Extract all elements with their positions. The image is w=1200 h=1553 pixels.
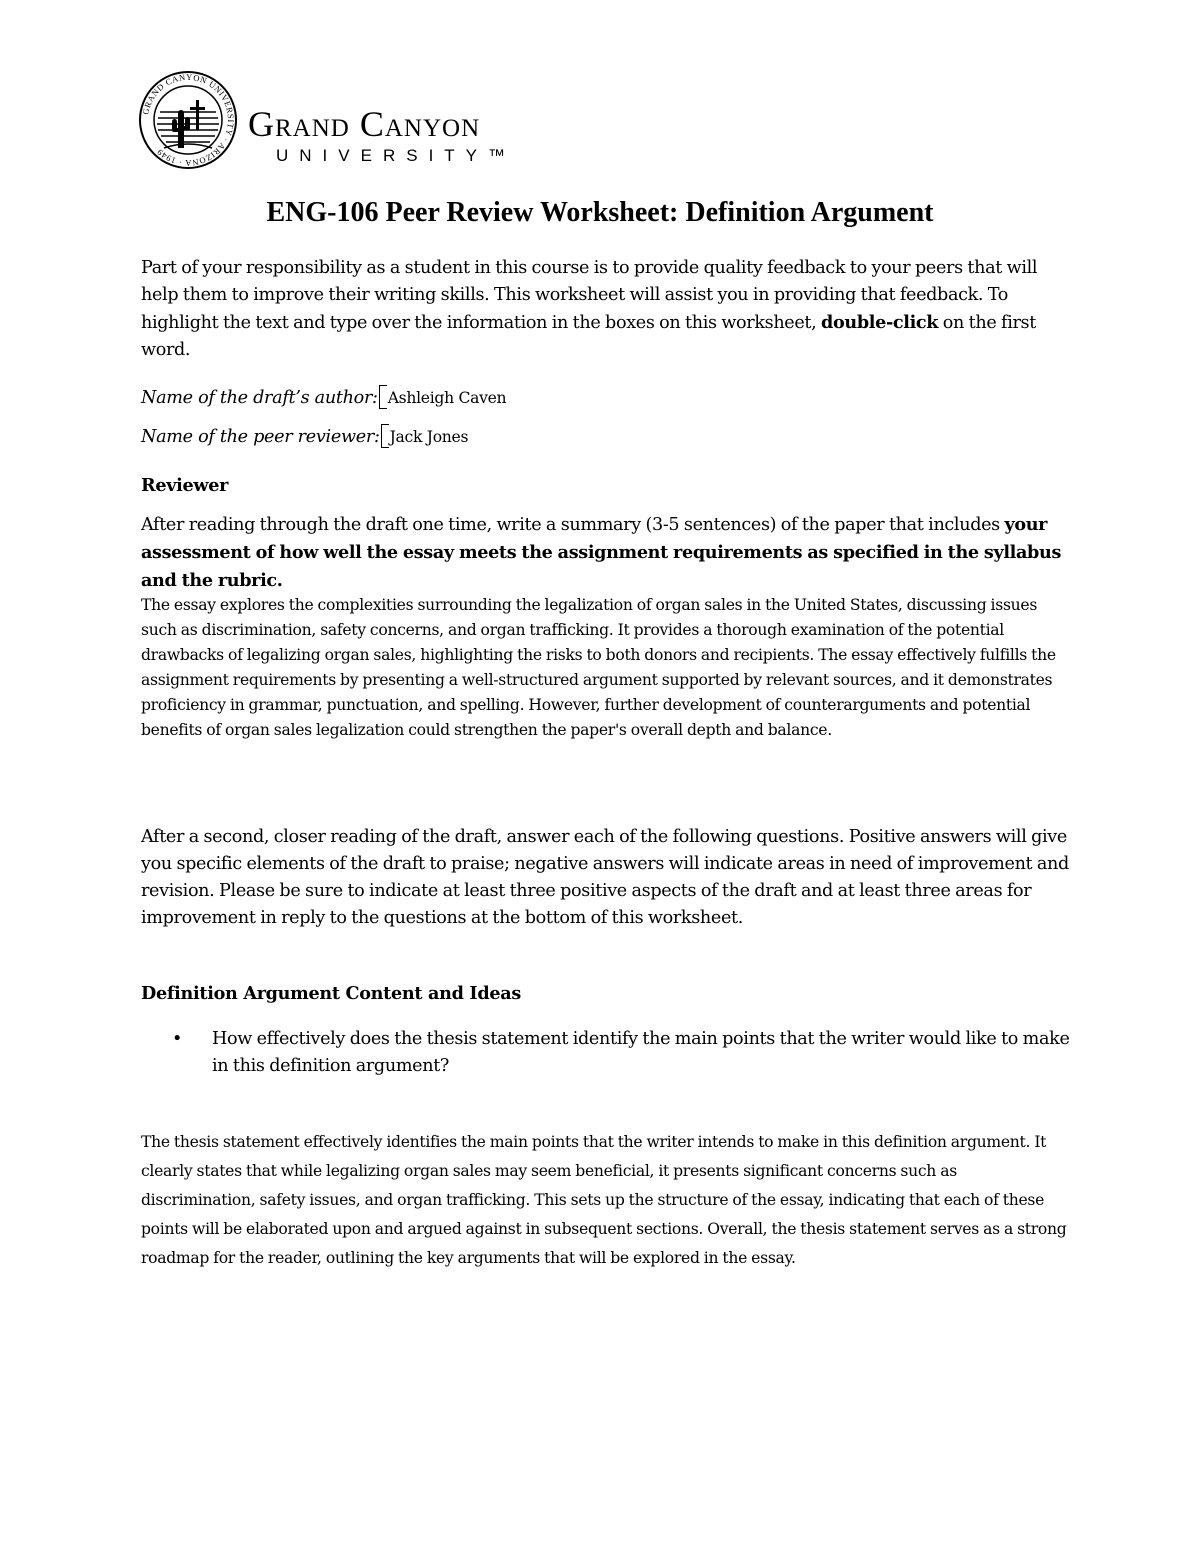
author-field-row: [141, 385, 506, 412]
reviewer-label: Name of the peer reviewer:: [141, 427, 380, 447]
content-ideas-heading: Definition Argument Content and Ideas: [141, 983, 521, 1004]
intro-text-end: on the first word.: [141, 313, 1036, 360]
thesis-question: How effectively does the thesis statement identify the main points that the writer would like to make in this definition argument?: [212, 1029, 1070, 1076]
thesis-answer[interactable]: The thesis statement effectively identifies the main points that the writer intends to make in this definition argument. It clearly states that while legalizing organ sales may seem beneficial, it presents significant concerns such as discrimination, safety issues, and organ trafficking. This sets up the structure of the essay, indicating that each of these points will be elaborated upon and argued against in subsequent sections. Overall, the thesis statement serves as a strong roadmap for the reader, outlining the key arguments that will be explored in the essay.: [141, 1133, 1067, 1267]
bullet-icon: •: [172, 1029, 183, 1049]
reviewer-input[interactable]: Jack Jones: [389, 428, 469, 446]
intro-paragraph: [141, 255, 1071, 364]
university-logo: [138, 70, 588, 170]
author-input[interactable]: Ashleigh Caven: [387, 389, 507, 407]
wordmark-main: Grand Canyon: [248, 104, 481, 144]
summary-prompt: [141, 511, 1071, 595]
author-label: Name of the draft’s author:: [141, 388, 378, 408]
reviewer-field-row: [141, 424, 468, 451]
intro-text: Part of your responsibility as a student in this course is to provide quality feedback to your peers that will help them to improve their writing skills. This worksheet will assist you in providing that feedback. To highlight the text and type over the information in the boxes on this worksheet,: [141, 258, 1038, 333]
reviewer-heading: Reviewer: [141, 475, 229, 496]
university-wordmark: [248, 104, 588, 170]
summary-prompt-text: After reading through the draft one time, write a summary (3-5 sentences) of the paper that includes: [141, 515, 1005, 535]
wordmark-sub: UNIVERSITY™: [276, 146, 517, 165]
page-title: ENG-106 Peer Review Worksheet: Definition Argument: [266, 197, 934, 228]
summary-prompt-bold: your assessment of how well the essay meets the assignment requirements as specified in the syllabus and the rubric.: [141, 514, 1061, 591]
author-field-bracket: [379, 385, 387, 409]
svg-text:GRAND CANYON UNIVERSITY · ARIZ: GRAND CANYON UNIVERSITY · ARIZONA · 1949: [140, 71, 237, 169]
second-reading-paragraph: After a second, closer reading of the draft, answer each of the following questions. Positive answers will give you specific elements of the draft to praise; negative answers will indicate areas in need of improvement and revision. Please be sure to indicate at least three positive aspects of the draft and at least three areas for improvement in reply to the questions at the bottom of this worksheet.: [141, 827, 1069, 928]
summary-answer[interactable]: The essay explores the complexities surrounding the legalization of organ sales in the United States, discussing issues such as discrimination, safety concerns, and organ trafficking. It provides a thorough examination of the potential drawbacks of legalizing organ sales, highlighting the risks to both donors and recipients. The essay effectively fulfills the assignment requirements by presenting a well-structured argument supported by relevant sources, and it demonstrates proficiency in grammar, punctuation, and spelling. However, further development of counterarguments and potential benefits of organ sales legalization could strengthen the paper's overall depth and balance.: [141, 596, 1056, 739]
intro-bold-text: double-click: [821, 312, 939, 333]
reviewer-field-bracket: [381, 424, 389, 448]
university-seal-icon: [138, 70, 238, 170]
